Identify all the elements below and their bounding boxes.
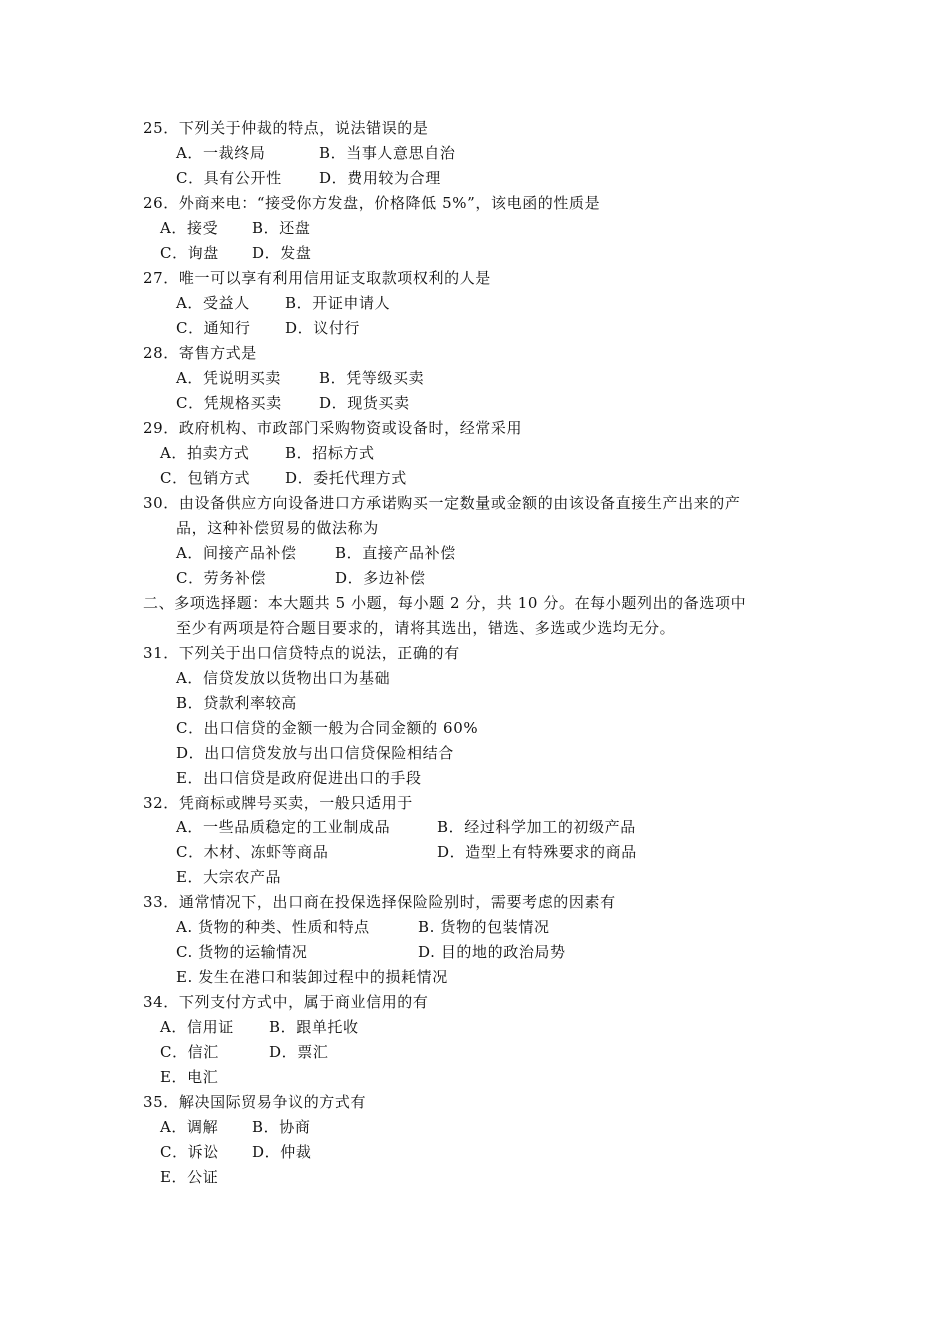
question-27-stem: 27．唯一可以享有利用信用证支取款项权利的人是 [143, 269, 491, 287]
option-a: A．拍卖方式 [160, 444, 250, 462]
option-a: A．信用证 [160, 1018, 234, 1036]
question-25-options-row-2 [176, 166, 441, 190]
section-2-heading: 二、多项选择题：本大题共 5 小题，每小题 2 分，共 10 分。在每小题列出的备选项中 [143, 594, 747, 612]
question-31-option-b: B．贷款利率较高 [176, 694, 297, 712]
option-b: B．直接产品补偿 [335, 544, 456, 562]
question-33-stem: 33．通常情况下，出口商在投保选择保险险别时，需要考虑的因素有 [143, 893, 616, 911]
option-a: A．凭说明买卖 [176, 369, 282, 387]
option-d: D．费用较为合理 [319, 169, 441, 187]
question-35-options-row-2 [160, 1140, 311, 1164]
question-28-options-row-2 [176, 391, 410, 415]
option-a: A．受益人 [176, 294, 250, 312]
option-d: D．仲裁 [252, 1143, 312, 1161]
question-31-option-a: A．信贷发放以货物出口为基础 [176, 669, 391, 687]
option-d: D．多边补偿 [335, 569, 426, 587]
question-34-stem: 34．下列支付方式中，属于商业信用的有 [143, 993, 429, 1011]
question-31-option-e: E．出口信贷是政府促进出口的手段 [176, 769, 422, 787]
option-a: A. 货物的种类、性质和特点 [176, 918, 370, 936]
question-35-stem: 35．解决国际贸易争议的方式有 [143, 1093, 367, 1111]
question-28-stem: 28．寄售方式是 [143, 344, 257, 362]
question-25-options-row-1 [176, 141, 455, 165]
question-25-stem: 25．下列关于仲裁的特点，说法错误的是 [143, 119, 429, 137]
question-35-option-e: E．公证 [160, 1168, 219, 1186]
option-a: A．接受 [160, 219, 219, 237]
option-d: D．现货买卖 [319, 394, 410, 412]
question-30-options-row-2 [176, 566, 426, 590]
option-c: C．木材、冻虾等商品 [176, 843, 329, 861]
option-c: C．询盘 [160, 244, 219, 262]
option-a: A．一些品质稳定的工业制成品 [176, 818, 391, 836]
question-26-options-row-2 [160, 241, 311, 265]
section-2-instructions: 至少有两项是符合题目要求的，请将其选出，错选、多选或少选均无分。 [176, 619, 676, 637]
option-b: B．凭等级买卖 [319, 369, 425, 387]
option-d: D．票汇 [269, 1043, 329, 1061]
question-30-options-row-1 [176, 541, 456, 565]
question-34-option-e: E．电汇 [160, 1068, 219, 1086]
question-31-option-c: C．出口信贷的金额一般为合同金额的 60% [176, 719, 479, 737]
question-29-options-row-2 [160, 466, 407, 490]
option-c: C. 货物的运输情况 [176, 943, 308, 961]
option-b: B. 货物的包装情况 [418, 918, 550, 936]
option-a: A．调解 [160, 1118, 219, 1136]
question-27-options-row-2 [176, 316, 360, 340]
option-c: C．包销方式 [160, 469, 251, 487]
question-32-option-e: E．大宗农产品 [176, 868, 282, 886]
question-29-options-row-1 [160, 441, 375, 465]
question-31-option-d: D．出口信贷发放与出口信贷保险相结合 [176, 744, 454, 762]
question-34-options-row-1 [160, 1015, 359, 1039]
option-d: D．委托代理方式 [285, 469, 407, 487]
option-b: B．协商 [252, 1118, 311, 1136]
option-c: C．通知行 [176, 319, 251, 337]
question-33-option-e: E. 发生在港口和装卸过程中的损耗情况 [176, 968, 448, 986]
option-b: B．开证申请人 [285, 294, 391, 312]
question-30-stem-line-2: 品，这种补偿贸易的做法称为 [176, 519, 379, 537]
option-b: B．经过科学加工的初级产品 [437, 818, 636, 836]
option-c: C．凭规格买卖 [176, 394, 282, 412]
question-30-stem-line-1: 30．由设备供应方向设备进口方承诺购买一定数量或金额的由该设备直接生产出来的产 [143, 494, 741, 512]
option-c: C．诉讼 [160, 1143, 219, 1161]
question-29-stem: 29．政府机构、市政部门采购物资或设备时，经常采用 [143, 419, 523, 437]
option-b: B．招标方式 [285, 444, 375, 462]
question-32-options-row-1 [176, 815, 636, 839]
question-34-options-row-2 [160, 1040, 328, 1064]
question-28-options-row-1 [176, 366, 424, 390]
option-b: B．跟单托收 [269, 1018, 359, 1036]
option-b: B．还盘 [252, 219, 311, 237]
question-26-options-row-1 [160, 216, 310, 240]
question-27-options-row-1 [176, 291, 390, 315]
option-a: A．间接产品补偿 [176, 544, 297, 562]
question-35-options-row-1 [160, 1115, 310, 1139]
question-33-options-row-2 [176, 940, 566, 964]
option-c: C．劳务补偿 [176, 569, 267, 587]
option-b: B．当事人意思自治 [319, 144, 456, 162]
option-c: C．具有公开性 [176, 169, 282, 187]
option-c: C．信汇 [160, 1043, 219, 1061]
question-26-stem: 26．外商来电：“接受你方发盘，价格降低 5%”，该电函的性质是 [143, 194, 601, 212]
option-d: D. 目的地的政治局势 [418, 943, 566, 961]
option-d: D．议付行 [285, 319, 361, 337]
option-d: D．发盘 [252, 244, 312, 262]
question-33-options-row-1 [176, 915, 550, 939]
question-32-stem: 32．凭商标或牌号买卖，一般只适用于 [143, 794, 413, 812]
option-d: D．造型上有特殊要求的商品 [437, 843, 637, 861]
question-32-options-row-2 [176, 840, 637, 864]
option-a: A．一裁终局 [176, 144, 266, 162]
question-31-stem: 31．下列关于出口信贷特点的说法，正确的有 [143, 644, 460, 662]
